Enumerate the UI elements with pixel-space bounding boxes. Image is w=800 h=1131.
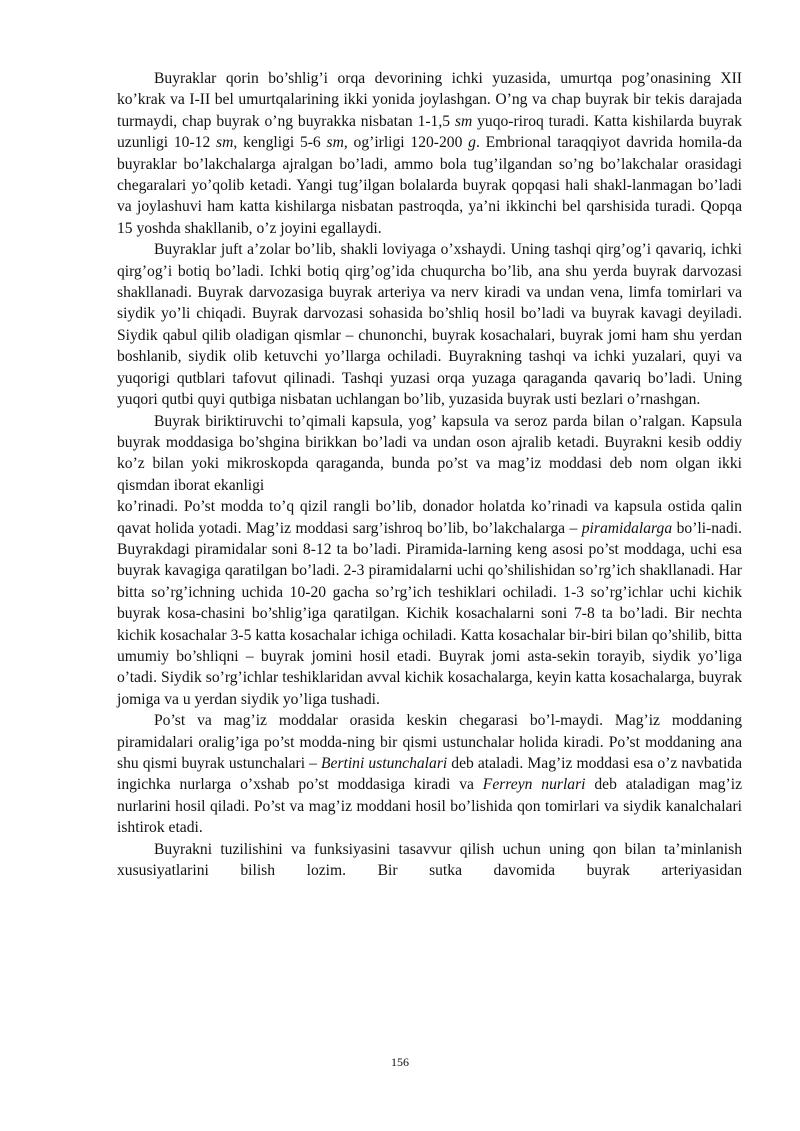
italic-text: g: [468, 134, 476, 152]
text-run: Buyrak biriktiruvchi to’qimali kapsula, yog’ kapsula va seroz parda bilan o’ralgan. Kapsula buyrak moddasiga bo’shgina birikkan bo’ladi va undan oson ajralib ketadi. Buyrakni kesib oddiy ko’z bilan yoki mikroskopda qaraganda, bunda po’st va mag’iz moddasi deb nom olgan ikki qismdan iborat ekanligi: [117, 412, 742, 494]
paragraph: [117, 839, 742, 882]
paragraph: [117, 496, 742, 710]
text-run: ko’rinadi. Po’st modda to’q qizil rangli bo’lib, donador holatda ko’rinadi va kapsula ostida qalin qavat holida yotadi. Mag’iz moddasi sarg’ishroq bo’lib, bo’lakchalarga –: [117, 498, 742, 537]
text-run: Buyraklar qorin bo’shlig’i orqa devorining ichki yuzasida, umurtqa pog’onasining XII ko’krak va I-II bel umurtqalarining ikki yonida joylashgan. O’ng va chap buyrak bir tekis darajada turmaydi, chap buyrak o’ng buyrakka nisbatan 1-1,5: [117, 70, 742, 130]
page-body: [117, 68, 742, 881]
text-run: Buyraklar juft a’zolar bo’lib, shakli loviyaga o’xshaydi. Uning tashqi qirg’og’i qavariq, ichki qirg’og’i botiq bo’ladi. Ichki botiq qirg’og’ida chuqurcha bo’lib, ana shu yerda buyrak darvozasi shakllanadi. Buyrak darvozasiga buyrak arteriya va nerv kiradi va undan vena, limfa tomirlari va siydik yo’li chiqadi. Buyrak darvozasi sohasida bo’shliq hosil bo’ladi va buyrak kavagi deyiladi. Siydik qabul qilib oladigan qismlar – chunonchi, buyrak kosachalari, buyrak jomi ham shu yerdan boshlanib, siydik olib ketuvchi yo’llarga ochiladi. Buyrakning tashqi va ichki yuzalari, quyi va yuqorigi qutblari tafovut qilinadi. Tashqi yuzasi orqa yuzaga qaraganda qavariq bo’ladi. Uning yuqori qutbi quyi qutbiga nisbatan uchlangan bo’lib, yuzasida buyrak usti bezlari o’rnashgan.: [117, 241, 742, 409]
text-run: deb ataladigan mag’iz nurlarini hosil qiladi. Po’st va mag’iz moddani hosil bo’lishida qon tomirlari va siydik kanalchalari ishtirok etadi.: [117, 776, 742, 837]
paragraph: [117, 411, 742, 497]
paragraph: [117, 710, 742, 838]
text-run: . Embrional taraqqiyot davrida homila-da buyraklar bo’lakchalarga ajralgan bo’ladi, ammo bola tug’ilgandan so’ng bo’lakchalar orasidagi chegaralari yo’qolib ketadi. Yangi tug’ilgan bolalarda buyrak qopqasi hali shakl-lanmagan bo’ladi va joylashuvi ham katta kishilarga nisbatan pastroqda, ya’ni ikkinchi bel qarshisida turadi. Qopqa 15 yoshda shakllanib, o’z joyini egallaydi.: [117, 134, 742, 237]
italic-text: sm: [216, 134, 234, 152]
text-run: , og’irligi 120-200: [343, 134, 469, 152]
italic-text: Bertini ustunchalari: [321, 755, 448, 772]
text-run: deb ataladi. Mag’iz moddasi esa o’z navbatida ingichka nurlarga o’xshab po’st moddasiga kiradi va: [117, 755, 743, 794]
text-run: bo’li-nadi. Buyrakdagi piramidalar soni 8-12 ta bo’ladi. Piramida-larning keng asosi po’st moddaga, uchi esa buyrak kavagiga qaratilgan bo’ladi. 2-3 piramidalarni uchi qo’shilishidan so’rg’ich shakllanadi. Har bitta so’rg’ichning uchida 10-20 gacha so’rg’ich teshiklari ochiladi. 1-3 so’rg’ichlar uchi kichik buyrak kosa-chasini bo’shlig’iga qaratilgan. Kichik kosachalarni soni 7-8 ta bo’ladi. Bir nechta kichik kosachalar 3-5 katta kosachalar ichiga ochiladi. Katta kosachalar bir-biri bilan qo’shilib, bitta umumiy bo’shliqni – buyrak jomini hosil etadi. Buyrak jomi asta-sekin torayib, siydik yo’liga o’tadi. Siydik so’rg’ichlar teshiklaridan avval kichik kosachalarga, keyin katta kosachalarga, buyrak jomiga va u yerdan siydik yo’liga tushadi.: [117, 519, 742, 708]
paragraph: [117, 239, 742, 410]
italic-text: piramidalarga: [581, 519, 673, 537]
italic-text: sm: [326, 134, 344, 152]
page-number: 156: [391, 1055, 409, 1069]
italic-text: Ferreyn nurlari: [482, 776, 586, 794]
italic-text: sm: [454, 112, 473, 130]
text-run: , kengligi 5-6: [233, 134, 327, 152]
text-run: Po’st va mag’iz moddalar orasida keskin chegarasi bo’l-maydi. Mag’iz moddaning piramidalari oralig’iga po’st modda-ning bir qismi ustunchalar holida kiradi. Po’st moddaning ana shu qismi buyrak ustunchalari –: [117, 712, 742, 772]
paragraph: [117, 68, 742, 239]
text-run: Buyrakni tuzilishini va funksiyasini tasavvur qilish uchun uning qon bilan ta’minlanish xususiyatlarini bilish lozim. Bir sutka davomida buyrak arteriyasidan: [117, 840, 742, 880]
text-run: yuqo-riroq turadi. Katta kishilarda buyrak uzunligi 10-12: [117, 112, 742, 152]
